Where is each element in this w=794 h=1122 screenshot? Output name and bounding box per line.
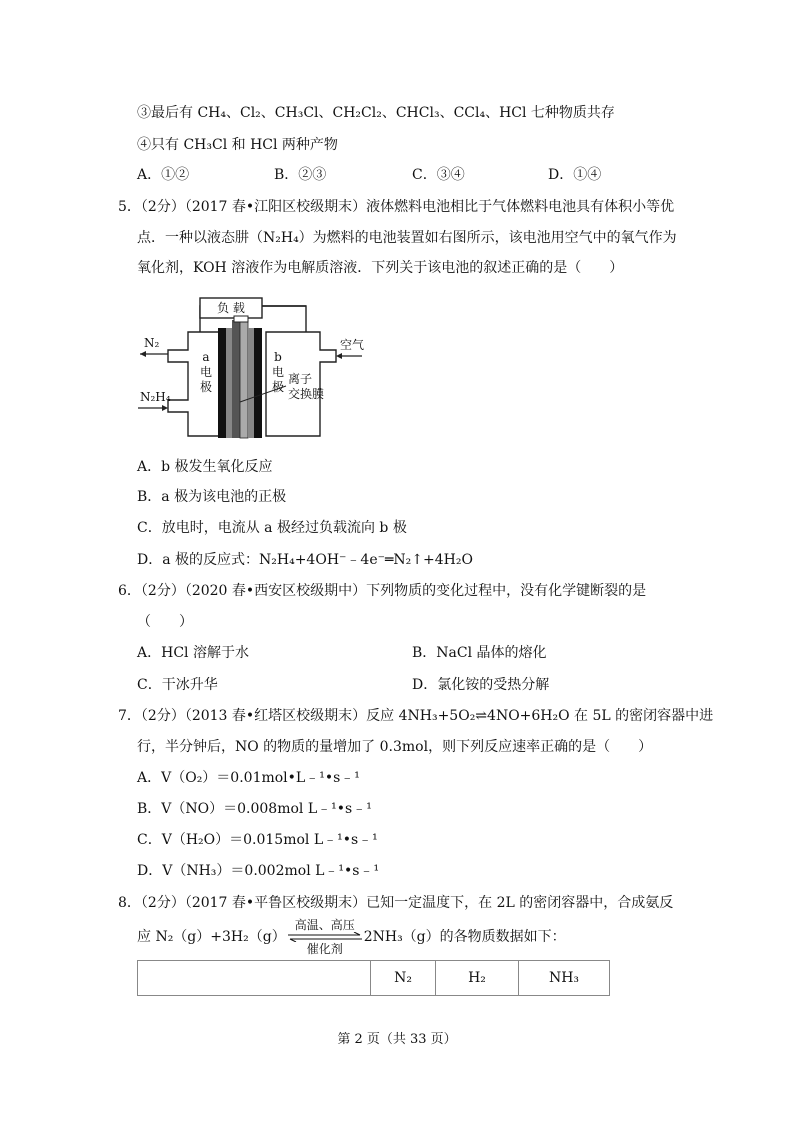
q5-stem-line-3: 氧化剂，KOH 溶液作为电解质溶液．下列关于该电池的叙述正确的是（ ）: [137, 260, 624, 276]
q8-stem-line-2: [137, 918, 566, 956]
table-header-nh3: NH₃: [519, 961, 610, 996]
q5-option-c: C．放电时，电流从 a 极经过负载流向 b 极: [137, 520, 407, 536]
condition-bottom: 催化剂: [306, 942, 343, 956]
n2-label: N₂: [144, 336, 160, 350]
reversible-arrow-icon: [288, 932, 362, 942]
air-label: 空气: [340, 338, 365, 352]
table-header-n2: N₂: [371, 961, 436, 996]
b-electrode-char-1: b: [274, 350, 282, 364]
load-label: 负 载: [217, 301, 245, 315]
q6-stem-line-2: （ ）: [137, 614, 193, 630]
q8-data-table: [137, 960, 610, 996]
b-electrode-label: [270, 350, 286, 395]
q8-equation-right: 2NH₃（g）的各物质数据如下：: [363, 929, 566, 945]
q7-option-c: C．V（H₂O）＝0.015mol L﹣¹•s﹣¹: [137, 832, 378, 848]
q7-option-a: A．V（O₂）＝0.01mol•L﹣¹•s﹣¹: [137, 770, 360, 786]
q4-option-a: A．①②: [137, 167, 190, 183]
membrane-label-line-1: 离子: [288, 372, 313, 386]
a-electrode-char-2: 电: [199, 365, 212, 379]
q5-stem-line-1: 5．（2分）（2017 春•江阳区校级期末）液体燃料电池相比于气体燃料电池具有体积小等优: [118, 199, 675, 215]
page-footer: 第 2 页（共 33 页）: [337, 1032, 457, 1047]
q4-statement-4: ④只有 CH₃Cl 和 HCl 两种产物: [137, 137, 338, 153]
a-electrode-char-3: 极: [199, 380, 212, 394]
a-electrode-char-1: a: [202, 350, 210, 364]
q6-option-c: C．干冰升华: [137, 677, 218, 693]
q8-stem-line-1: 8．（2分）（2017 春•平鲁区校级期末）已知一定温度下，在 2L 的密闭容器中，合成氨反: [118, 895, 674, 911]
q6-stem-line-1: 6．（2分）（2020 春•西安区校级期中）下列物质的变化过程中，没有化学键断裂的是: [118, 583, 647, 599]
q4-statement-3: ③最后有 CH₄、Cl₂、CH₃Cl、CH₂Cl₂、CHCl₃、CCl₄、HCl 七种物质共存: [137, 105, 615, 121]
q5-option-d: D．a 极的反应式：N₂H₄+4OH⁻﹣4e⁻═N₂↑+4H₂O: [137, 552, 473, 568]
q6-option-d: D．氯化铵的受热分解: [412, 677, 550, 693]
q8-equation-left: 应 N₂（g）+3H₂（g）: [137, 929, 286, 945]
table-header-blank: [138, 961, 371, 996]
q6-option-b: B．NaCl 晶体的熔化: [412, 645, 547, 661]
b-electrode-char-3: 极: [271, 380, 284, 394]
q5-option-b: B．a 极为该电池的正极: [137, 489, 287, 505]
q6-option-a: A．HCl 溶解于水: [137, 645, 249, 661]
condition-top: 高温、高压: [294, 918, 355, 932]
table-header-h2: H₂: [436, 961, 519, 996]
q7-stem-line-2: 行，半分钟后，NO 的物质的量增加了 0.3mol，则下列反应速率正确的是（ ）: [137, 739, 653, 755]
q4-option-c: C．③④: [412, 167, 465, 183]
q5-option-a: A．b 极发生氧化反应: [137, 459, 273, 475]
a-electrode-label: [198, 350, 214, 395]
q7-option-b: B．V（NO）＝0.008mol L﹣¹•s﹣¹: [137, 801, 372, 817]
reaction-conditions: [288, 918, 362, 956]
membrane-label-line-2: 交换膜: [288, 387, 325, 401]
q7-stem-line-1: 7．（2分）（2013 春•红塔区校级期末）反应 4NH₃+5O₂⇌4NO+6H₂O 在 5L 的密闭容器中进: [118, 708, 714, 724]
membrane-label: [288, 372, 324, 402]
fuel-cell-diagram: [136, 290, 416, 450]
table-row: [138, 961, 610, 996]
q4-option-d: D．①④: [548, 167, 602, 183]
q7-option-d: D．V（NH₃）＝0.002mol L﹣¹•s﹣¹: [137, 863, 380, 879]
q4-option-b: B．②③: [274, 167, 327, 183]
q5-stem-line-2: 点．一种以液态肼（N₂H₄）为燃料的电池装置如右图所示，该电池用空气中的氧气作为: [137, 230, 677, 246]
n2h4-label: N₂H₄: [140, 390, 171, 404]
b-electrode-char-2: 电: [271, 365, 284, 379]
